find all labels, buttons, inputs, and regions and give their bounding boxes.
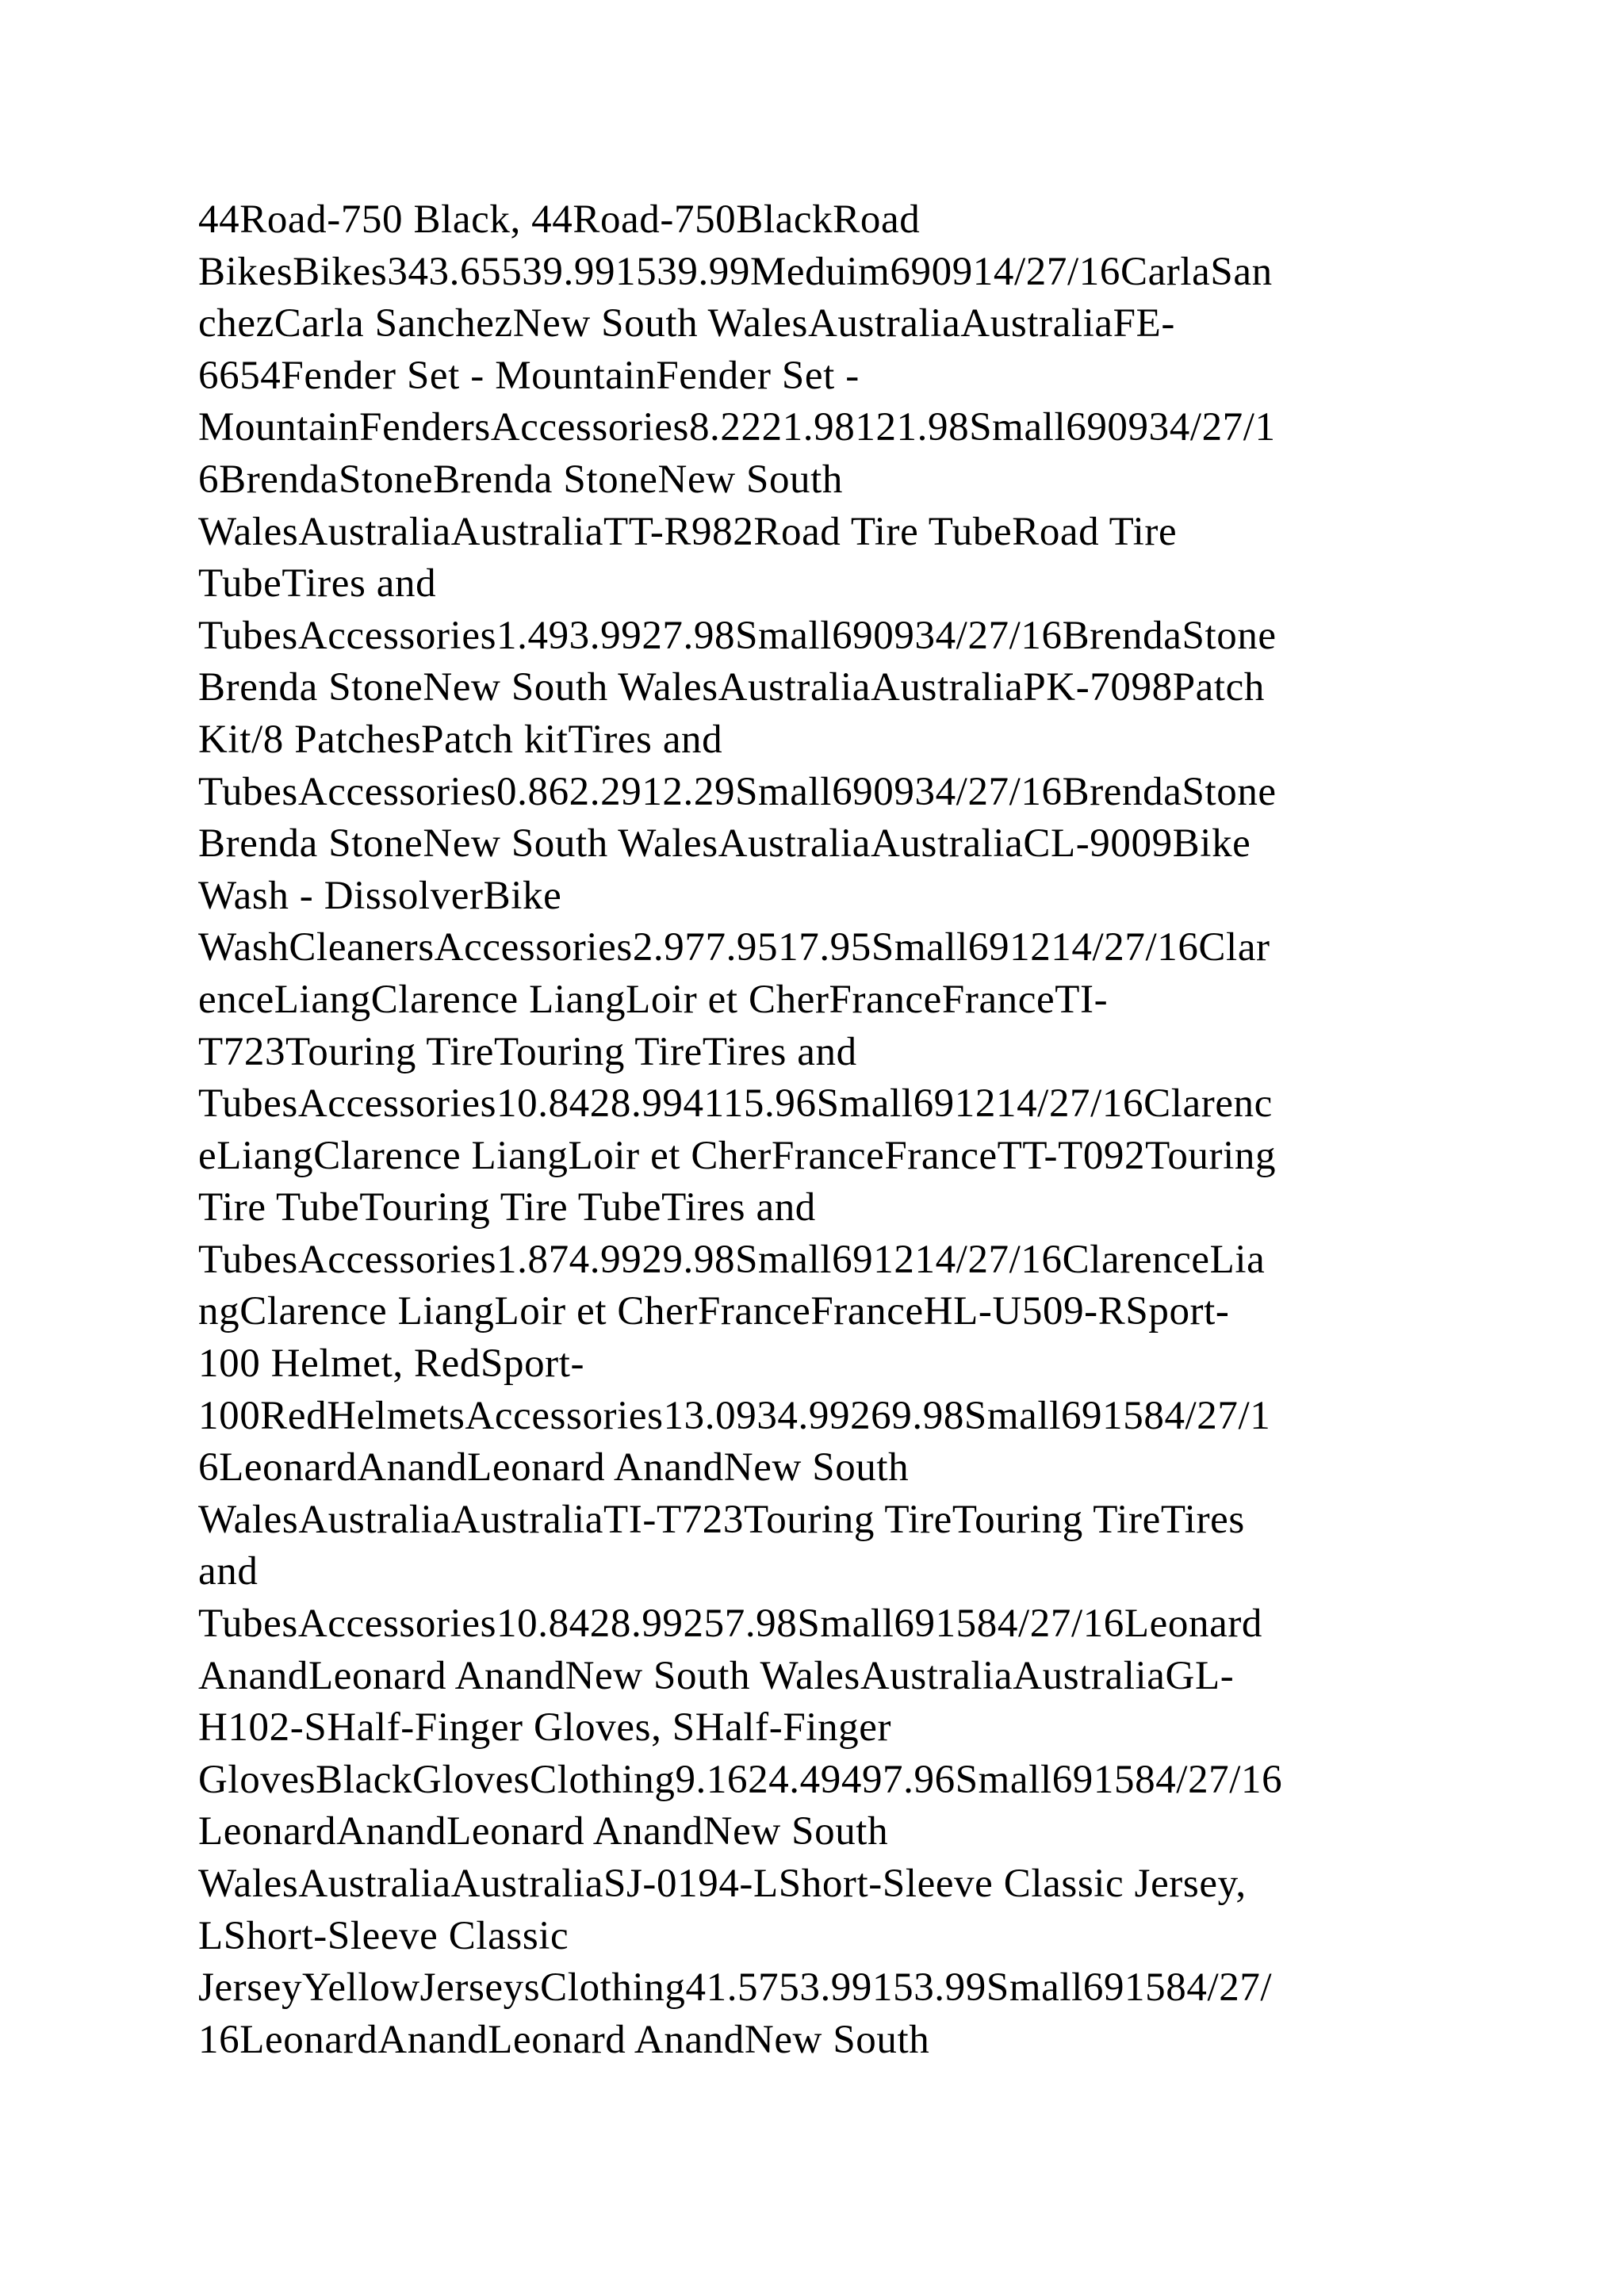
text-line-1: 44Road-750 Black, 44Road-750BlackRoad bbox=[198, 197, 921, 242]
text-line-4: 6654Fender Set - MountainFender Set - bbox=[198, 353, 860, 398]
text-line-33: WalesAustraliaAustraliaSJ-0194-LShort-Sleeve Classic Jersey, bbox=[198, 1862, 1247, 1906]
text-line-7: WalesAustraliaAustraliaTT-R982Road Tire TubeRoad Tire bbox=[198, 509, 1178, 554]
text-line-6: 6BrendaStoneBrenda StoneNew South bbox=[198, 457, 844, 502]
text-line-35: JerseyYellowJerseysClothing41.5753.99153.99Small691584/27/ bbox=[198, 1965, 1273, 2011]
text-line-19: eLiangClarence LiangLoir et CherFranceFranceTT-T092Touring bbox=[198, 1133, 1277, 1178]
text-line-36: 16LeonardAnandLeonard AnandNew South bbox=[198, 2017, 930, 2062]
document-body-text bbox=[198, 194, 1451, 2066]
text-line-22: ngClarence LiangLoir et CherFranceFranceHL-U509-RSport- bbox=[198, 1289, 1230, 1334]
text-line-9: TubesAccessories1.493.9927.98Small690934/27/16BrendaStone bbox=[198, 613, 1277, 658]
text-line-3: chezCarla SanchezNew South WalesAustraliaAustraliaFE- bbox=[198, 301, 1175, 346]
text-line-5: MountainFendersAccessories8.2221.98121.98Small690934/27/1 bbox=[198, 405, 1276, 450]
text-line-24: 100RedHelmetsAccessories13.0934.99269.98Small691584/27/1 bbox=[198, 1393, 1271, 1438]
text-line-16: enceLiangClarence LiangLoir et CherFranceFranceTI- bbox=[198, 977, 1109, 1022]
text-line-27: and bbox=[198, 1549, 259, 1594]
text-line-25: 6LeonardAnandLeonard AnandNew South bbox=[198, 1445, 910, 1490]
text-line-12: TubesAccessories0.862.2912.29Small690934/27/16BrendaStone bbox=[198, 769, 1277, 814]
text-line-11: Kit/8 PatchesPatch kitTires and bbox=[198, 717, 723, 762]
text-line-8: TubeTires and bbox=[198, 561, 437, 607]
text-line-10: Brenda StoneNew South WalesAustraliaAustraliaPK-7098Patch bbox=[198, 665, 1266, 710]
text-line-18: TubesAccessories10.8428.994115.96Small691214/27/16Clarenc bbox=[198, 1081, 1273, 1127]
text-line-26: WalesAustraliaAustraliaTI-T723Touring TireTouring TireTires bbox=[198, 1497, 1245, 1542]
text-line-23: 100 Helmet, RedSport- bbox=[198, 1341, 585, 1387]
text-line-2: BikesBikes343.65539.991539.99Meduim690914/27/16CarlaSan bbox=[198, 249, 1273, 294]
text-line-21: TubesAccessories1.874.9929.98Small691214/27/16ClarenceLia bbox=[198, 1237, 1266, 1282]
text-line-14: Wash - DissolverBike bbox=[198, 873, 562, 918]
text-line-29: AnandLeonard AnandNew South WalesAustraliaAustraliaGL- bbox=[198, 1653, 1235, 1698]
text-line-32: LeonardAnandLeonard AnandNew South bbox=[198, 1809, 889, 1854]
text-line-13: Brenda StoneNew South WalesAustraliaAustraliaCL-9009Bike bbox=[198, 821, 1251, 867]
text-line-15: WashCleanersAccessories2.977.9517.95Small691214/27/16Clar bbox=[198, 925, 1270, 970]
text-line-17: T723Touring TireTouring TireTires and bbox=[198, 1029, 857, 1074]
text-line-30: H102-SHalf-Finger Gloves, SHalf-Finger bbox=[198, 1705, 892, 1751]
text-line-31: GlovesBlackGlovesClothing9.1624.49497.96Small691584/27/16 bbox=[198, 1757, 1283, 1802]
text-line-20: Tire TubeTouring Tire TubeTires and bbox=[198, 1185, 816, 1230]
text-line-28: TubesAccessories10.8428.99257.98Small691584/27/16Leonard bbox=[198, 1601, 1263, 1647]
text-line-34: LShort-Sleeve Classic bbox=[198, 1913, 569, 1958]
